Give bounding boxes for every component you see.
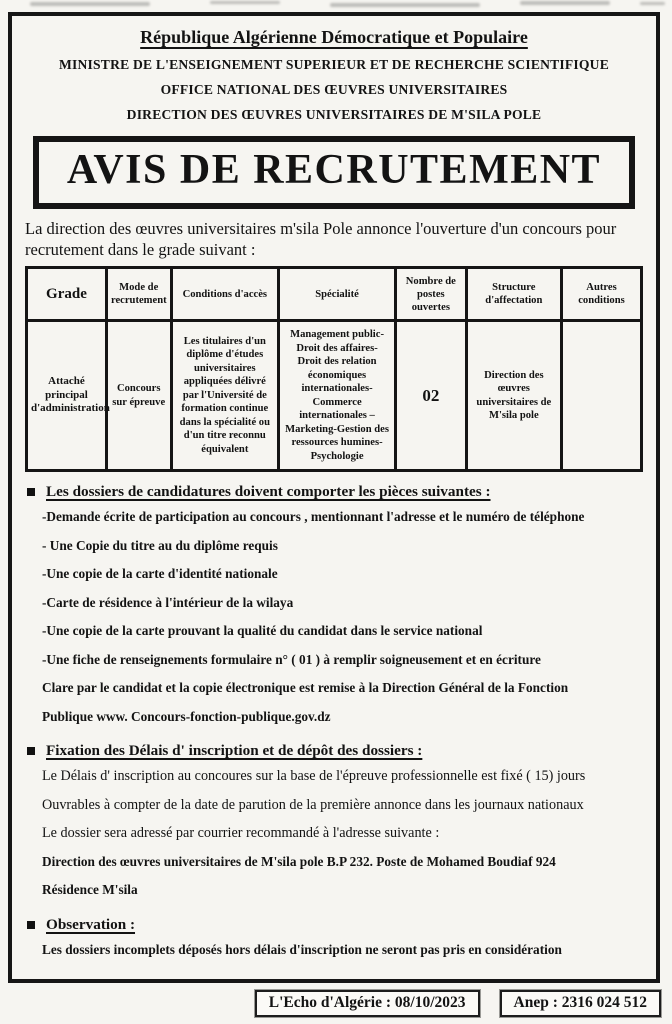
list-item: Les dossiers incomplets déposés hors délais d'inscription ne seront pas pris en considération: [42, 941, 562, 957]
column-header-conditions: Conditions d'accès: [171, 268, 279, 321]
cell-structure: Direction des œuvres universitaires de M'sila pole: [466, 321, 561, 471]
cell-postes: 02: [395, 321, 466, 471]
scan-smudge: [640, 2, 665, 5]
document-border: [8, 12, 660, 983]
column-header-mode: Mode de recrutement: [106, 268, 171, 321]
scan-smudge: [30, 2, 150, 6]
section-dossiers-heading: [27, 483, 643, 501]
list-item: Clare par le candidat et la copie électronique est remise à la Direction Général de la Fonction: [42, 680, 569, 695]
list-item: Le Délais d' inscription au concoures sur la base de l'épreuve professionnelle est fixé ( 15) jours: [42, 768, 586, 784]
list-item: Le dossier sera adressé par courrier recommandé à l'adresse suivante :: [42, 825, 440, 841]
list-item: -Une copie de la carte prouvant la qualité du candidat dans le service national: [42, 623, 483, 638]
table-row: [27, 321, 642, 471]
list-item: -Carte de résidence à l'intérieur de la wilaya: [42, 594, 294, 610]
list-item: -Une copie de la carte d'identité nationale: [42, 566, 278, 581]
list-item: Publique www. Concours-fonction-publique.gov.dz: [42, 708, 331, 724]
footer: [0, 990, 672, 1017]
list-item: - Une Copie du titre au du diplôme requis: [42, 537, 278, 553]
column-header-postes: Nombre de postes ouvertes: [395, 268, 466, 321]
recruitment-title-box: [33, 136, 635, 209]
page-title: AVIS DE RECRUTEMENT: [66, 147, 602, 193]
bullet-square-icon: [27, 747, 35, 755]
footer-journal-box: L'Echo d'Algérie : 08/10/2023: [255, 990, 480, 1017]
header-republic-text: République Algérienne Démocratique et Populaire: [140, 27, 528, 47]
column-header-structure: Structure d'affectation: [466, 268, 561, 321]
header-office: OFFICE NATIONAL DES ŒUVRES UNIVERSITAIRES: [160, 82, 508, 97]
intro-paragraph: La direction des œuvres universitaires m'sila Pole annonce l'ouverture d'un concours pour recrutement dans le grade suivant :: [25, 219, 617, 259]
header-ministry: MINISTRE DE L'ENSEIGNEMENT SUPERIEUR ET DE RECHERCHE SCIENTIFIQUE: [59, 57, 609, 72]
footer-anep-box: Anep : 2316 024 512: [500, 990, 661, 1017]
cell-specialite: Management public- Droit des affaires- Droit des relation économiques internationales- Commerce internationales – Marketing-Gestion des ressources humines-Psychologie: [279, 321, 396, 471]
scan-smudge: [210, 1, 280, 4]
section-observation-heading: [27, 916, 643, 934]
list-item: -Une fiche de renseignements formulaire n° ( 01 ) à remplir soigneusement et en écriture: [42, 651, 541, 667]
bullet-square-icon: [27, 488, 35, 496]
section-title: Les dossiers de candidatures doivent comporter les pièces suivantes :: [46, 483, 491, 500]
section-title: Observation :: [46, 915, 136, 933]
recruitment-table: [25, 266, 643, 472]
column-header-specialite: Spécialité: [279, 268, 396, 321]
section-delais-heading: [27, 742, 643, 760]
scan-smudge: [330, 3, 480, 7]
cell-grade: Attaché principal d'administration: [27, 321, 107, 471]
column-header-autres: Autres conditions: [562, 268, 642, 321]
cell-conditions: Les titulaires d'un diplôme d'études universitaires appliquées délivré par l'Université de formation continue dans la spécialité ou d'un titre reconnu équivalent: [171, 321, 279, 471]
list-item: Direction des œuvres universitaires de M'sila pole B.P 232. Poste de Mohamed Boudiaf 924: [42, 853, 556, 869]
bullet-square-icon: [27, 921, 35, 929]
scan-smudge: [520, 1, 610, 5]
list-item: -Demande écrite de participation au concours , mentionnant l'adresse et le numéro de téléphone: [42, 509, 585, 524]
list-item: Ouvrables à compter de la date de parution de la première annonce dans les journaux nationaux: [42, 796, 584, 813]
table-header-row: [27, 268, 642, 321]
list-item: Résidence M'sila: [42, 882, 138, 897]
cell-mode: Concours sur épreuve: [106, 321, 171, 471]
column-header-grade: Grade: [27, 268, 107, 321]
header-direction: DIRECTION DES ŒUVRES UNIVERSITAIRES DE M'SILA POLE: [126, 107, 542, 122]
section-title: Fixation des Délais d' inscription et de dépôt des dossiers :: [46, 742, 423, 759]
header-republic: [25, 27, 643, 48]
cell-autres: [562, 321, 642, 471]
